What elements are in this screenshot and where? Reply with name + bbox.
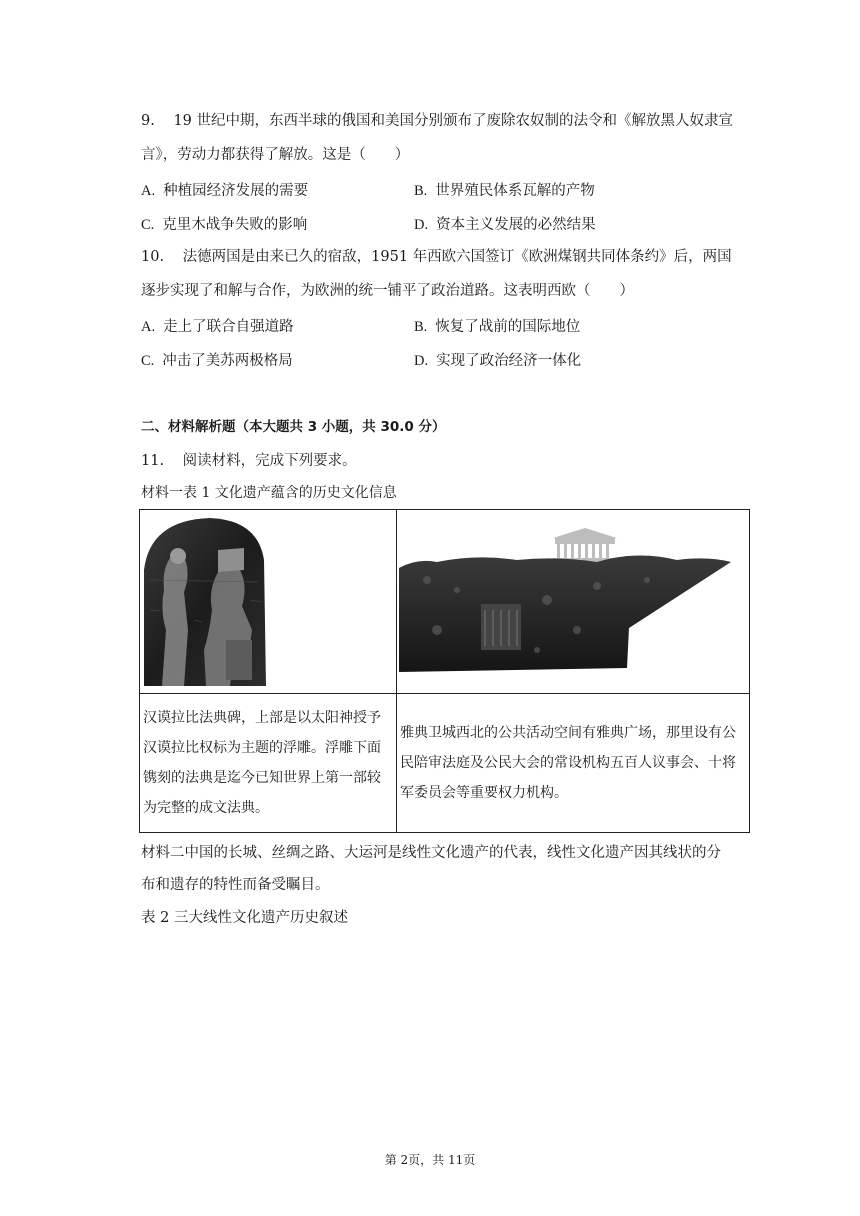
q9-stem xyxy=(141,111,733,131)
stele-description: 汉谟拉比法典碑，上部是以太阳神授予汉谟拉比权标为主题的浮雕。浮雕下面镌刻的法典是迄今已知世界上第一部较为完整的成文法典。 xyxy=(143,710,381,816)
page-footer: 第 2页，共 11页 xyxy=(384,1153,476,1167)
q9-stem-line2: 言》，劳动力都获得了解放。这是（ ） xyxy=(141,147,410,163)
table2-caption: 表 2 三大线性文化遗产历史叙述 xyxy=(141,910,348,926)
material1-table xyxy=(139,509,750,833)
acropolis-description-cell xyxy=(397,694,750,833)
q9-number: 9. xyxy=(141,113,155,129)
section2-title: 二、材料解析题（本大题共 3 小题，共 30.0 分） xyxy=(141,419,446,435)
material2-line1: 材料二中国的长城、丝绸之路、大运河是线性文化遗产的代表，线性文化遗产因其线状的分 xyxy=(141,845,721,861)
q10-option-b[interactable]: B. 恢复了战前的国际地位 xyxy=(414,319,581,335)
acropolis-description: 雅典卫城西北的公共活动空间有雅典广场，那里设有公民陪审法庭及公民大会的常设机构五百人议事会、十将军委员会等重要权力机构。 xyxy=(400,725,736,801)
q9-option-c[interactable]: C. 克里木战争失败的影响 xyxy=(141,217,308,233)
material2-line2: 布和遗存的特性而备受瞩目。 xyxy=(141,877,330,893)
acropolis-image-cell xyxy=(397,510,750,694)
q9-option-d[interactable]: D. 资本主义发展的必然结果 xyxy=(414,217,596,233)
q11-stem xyxy=(141,451,357,471)
q9-option-a[interactable]: A. 种植园经济发展的需要 xyxy=(141,183,309,199)
q10-number: 10. xyxy=(141,249,165,265)
q9-stem-line1: 19 世纪中期，东西半球的俄国和美国分别颁布了废除农奴制的法令和《解放黑人奴隶宣 xyxy=(173,113,734,129)
hammurabi-stele-image xyxy=(140,510,396,693)
q10-stem-line1: 法德两国是由来已久的宿敌，1951 年西欧六国签订《欧洲煤钢共同体条约》后，两国 xyxy=(182,249,732,265)
stele-description-cell xyxy=(140,694,397,833)
q10-stem xyxy=(141,247,732,267)
q11-text: 阅读材料，完成下列要求。 xyxy=(182,453,357,469)
material1-caption: 材料一表 1 文化遗产蕴含的历史文化信息 xyxy=(141,485,397,501)
q10-option-d[interactable]: D. 实现了政治经济一体化 xyxy=(414,353,582,369)
q11-number: 11. xyxy=(141,453,165,469)
acropolis-image xyxy=(397,510,749,693)
q9-option-b[interactable]: B. 世界殖民体系瓦解的产物 xyxy=(414,183,595,199)
q10-option-c[interactable]: C. 冲击了美苏两极格局 xyxy=(141,353,293,369)
stele-image-cell xyxy=(140,510,397,694)
q10-stem-line2: 逐步实现了和解与合作，为欧洲的统一铺平了政治道路。这表明西欧（ ） xyxy=(141,283,634,299)
q10-option-a[interactable]: A. 走上了联合自强道路 xyxy=(141,319,294,335)
